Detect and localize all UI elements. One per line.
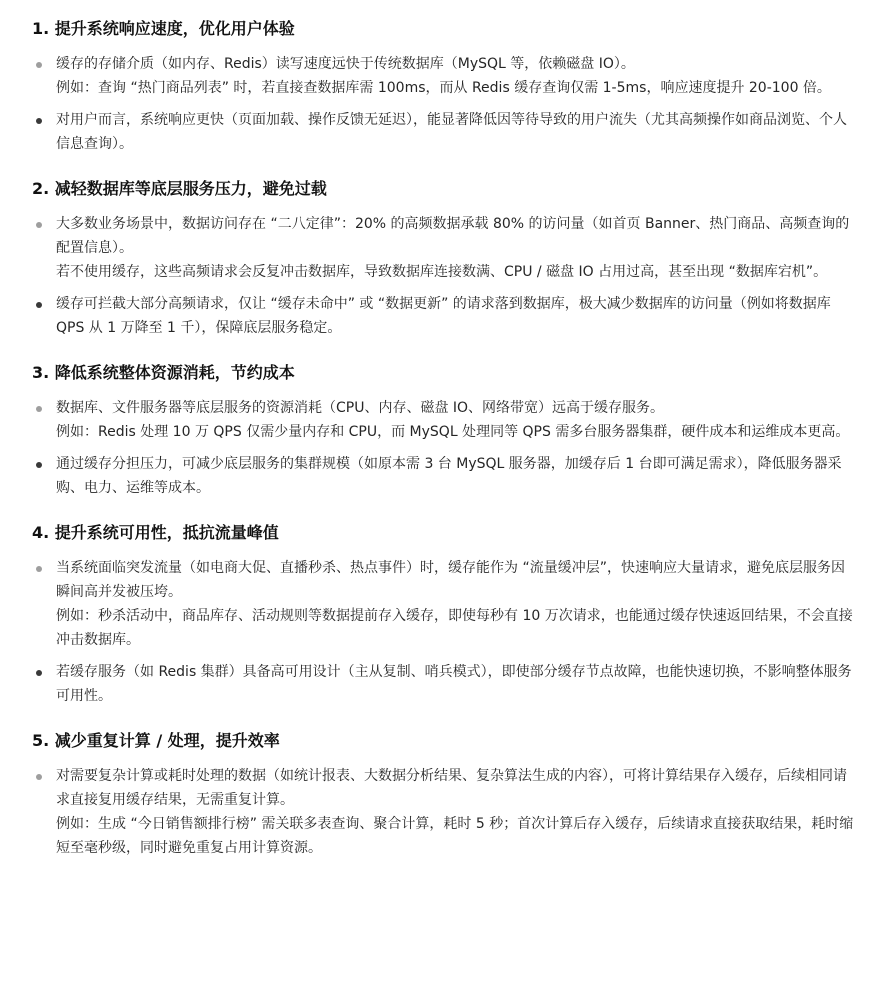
list-item-text: 缓存的存储介质（如内存、Redis）读写速度远快于传统数据库（MySQL 等，依赖磁盘 IO）。 xyxy=(56,56,635,72)
list-item xyxy=(32,52,857,100)
list-item-text: 当系统面临突发流量（如电商大促、直播秒杀、热点事件）时，缓存能作为 “流量缓冲层”，快速响应大量请求，避免底层服务因瞬间高并发被压垮。 xyxy=(56,560,845,600)
section-reduce-computation xyxy=(32,728,857,860)
list-item xyxy=(32,452,857,500)
section-heading: 2. 减轻数据库等底层服务压力，避免过载 xyxy=(32,179,327,198)
section-reduce-cost xyxy=(32,360,857,500)
section-heading: 4. 提升系统可用性，抵抗流量峰值 xyxy=(32,523,279,542)
section-heading: 5. 减少重复计算 / 处理，提升效率 xyxy=(32,731,280,750)
list-item-text: 若缓存服务（如 Redis 集群）具备高可用设计（主从复制、哨兵模式），即使部分缓存节点故障，也能快速切换，不影响整体服务可用性。 xyxy=(56,664,852,704)
section-availability xyxy=(32,520,857,708)
bullet-list xyxy=(32,556,857,708)
list-item xyxy=(32,764,857,860)
list-item-text: 例如：查询 “热门商品列表” 时，若直接查数据库需 100ms，而从 Redis 缓存查询仅需 1-5ms，响应速度提升 20-100 倍。 xyxy=(56,80,831,96)
list-item xyxy=(32,396,857,444)
list-item xyxy=(32,212,857,284)
list-item-text: 数据库、文件服务器等底层服务的资源消耗（CPU、内存、磁盘 IO、网络带宽）远高于缓存服务。 xyxy=(56,400,665,416)
list-item xyxy=(32,292,857,340)
list-item-text: 例如：Redis 处理 10 万 QPS 仅需少量内存和 CPU，而 MySQL 处理同等 QPS 需多台服务器集群，硬件成本和运维成本更高。 xyxy=(56,424,850,440)
list-item xyxy=(32,660,857,708)
list-item xyxy=(32,108,857,156)
list-item-text: 例如：生成 “今日销售额排行榜” 需关联多表查询、聚合计算，耗时 5 秒；首次计算后存入缓存，后续请求直接获取结果，耗时缩短至毫秒级，同时避免重复占用计算资源。 xyxy=(56,816,854,856)
list-item-text: 对需要复杂计算或耗时处理的数据（如统计报表、大数据分析结果、复杂算法生成的内容），可将计算结果存入缓存，后续相同请求直接复用缓存结果，无需重复计算。 xyxy=(56,768,847,808)
list-item-text: 缓存可拦截大部分高频请求，仅让 “缓存未命中” 或 “数据更新” 的请求落到数据库，极大减少数据库的访问量（例如将数据库 QPS 从 1 万降至 1 千），保障底层服务稳定。 xyxy=(56,296,831,336)
bullet-list xyxy=(32,764,857,860)
section-heading: 3. 降低系统整体资源消耗，节约成本 xyxy=(32,363,295,382)
list-item-text: 通过缓存分担压力，可减少底层服务的集群规模（如原本需 3 台 MySQL 服务器，加缓存后 1 台即可满足需求），降低服务器采购、电力、运维等成本。 xyxy=(56,456,842,496)
list-item-text: 大多数业务场景中，数据访问存在 “二八定律”：20% 的高频数据承载 80% 的访问量（如首页 Banner、热门商品、高频查询的配置信息）。 xyxy=(56,216,850,256)
section-reduce-db-pressure xyxy=(32,176,857,340)
list-item-text: 例如：秒杀活动中，商品库存、活动规则等数据提前存入缓存，即使每秒有 10 万次请求，也能通过缓存快速返回结果，不会直接冲击数据库。 xyxy=(56,608,853,648)
list-item-text: 对用户而言，系统响应更快（页面加载、操作反馈无延迟），能显著降低因等待导致的用户流失（尤其高频操作如商品浏览、个人信息查询）。 xyxy=(56,112,847,152)
list-item-text: 若不使用缓存，这些高频请求会反复冲击数据库，导致数据库连接数满、CPU / 磁盘 IO 占用过高，甚至出现 “数据库宕机”。 xyxy=(56,264,828,280)
bullet-list xyxy=(32,396,857,500)
bullet-list xyxy=(32,212,857,340)
list-item xyxy=(32,556,857,652)
section-heading: 1. 提升系统响应速度，优化用户体验 xyxy=(32,19,295,38)
bullet-list xyxy=(32,52,857,156)
section-response-speed xyxy=(32,16,857,156)
